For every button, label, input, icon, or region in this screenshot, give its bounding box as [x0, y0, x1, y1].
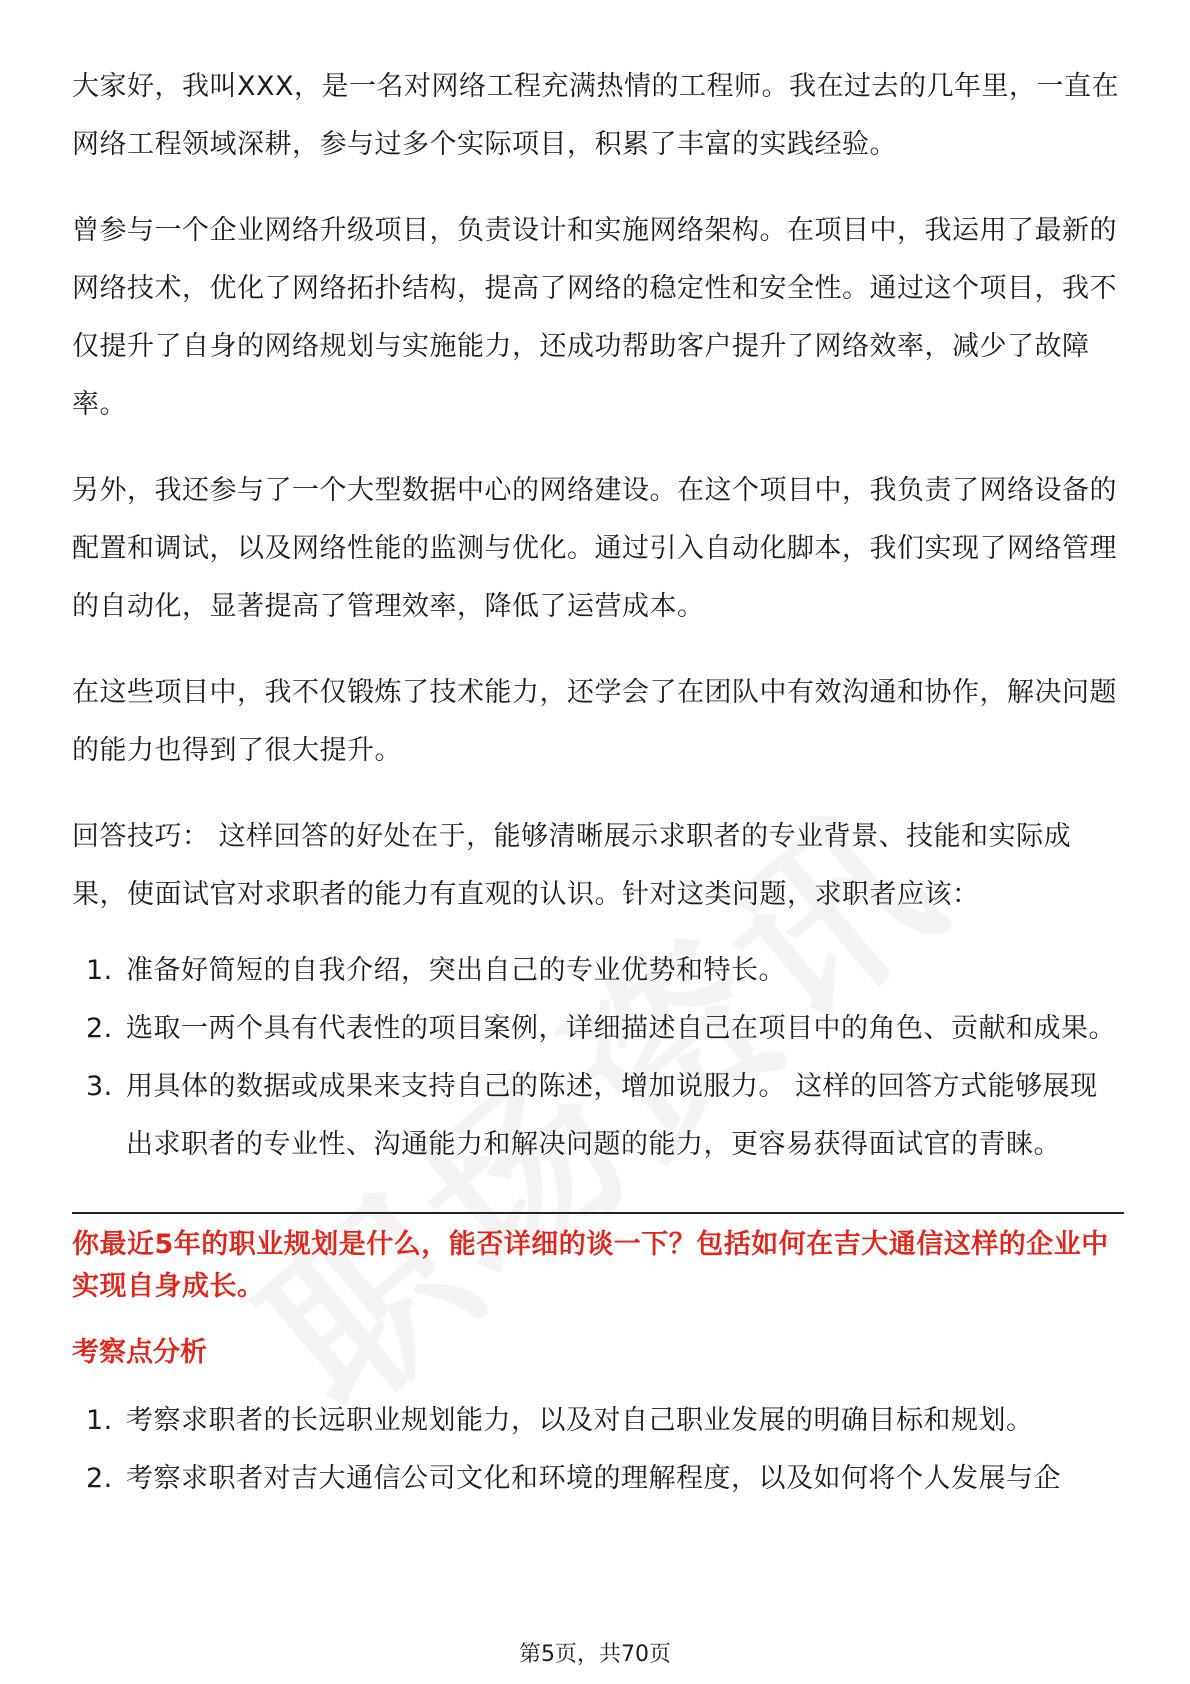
- list-item-text: 准备好简短的自我介绍，突出自己的专业优势和特长。: [126, 955, 786, 986]
- interview-question: 你最近5年的职业规划是什么，能否详细的谈一下？包括如何在吉大通信这样的企业中实现自身成长。: [72, 1229, 1109, 1302]
- list-item-number: 1.: [86, 1405, 113, 1436]
- list-item-number: 1.: [86, 955, 113, 986]
- list-item: [72, 1450, 1122, 1508]
- list-item-text: 考察求职者的长远职业规划能力，以及对自己职业发展的明确目标和规划。: [126, 1405, 1034, 1436]
- project-paragraph-1: 曾参与一个企业网络升级项目，负责设计和实施网络架构。在项目中，我运用了最新的网络技术，优化了网络拓扑结构，提高了网络的稳定性和安全性。通过这个项目，我不仅提升了自身的网络规划与实施能力，还成功帮助客户提升了网络效率，减少了故障率。: [72, 215, 1117, 420]
- project-paragraph-2: 另外，我还参与了一个大型数据中心的网络建设。在这个项目中，我负责了网络设备的配置和调试，以及网络性能的监测与优化。通过引入自动化脚本，我们实现了网络管理的自动化，显著提高了管理效率，降低了运营成本。: [72, 475, 1117, 622]
- list-item-number: 2.: [86, 1013, 113, 1044]
- list-item-text: 选取一两个具有代表性的项目案例，详细描述自己在项目中的角色、贡献和成果。: [126, 1013, 1116, 1044]
- analysis-heading: 考察点分析: [72, 1337, 207, 1368]
- list-item-number: 2.: [86, 1463, 113, 1494]
- answer-tips-paragraph: 回答技巧： 这样回答的好处在于，能够清晰展示求职者的专业背景、技能和实际成果，使面试官对求职者的能力有直观的认识。针对这类问题，求职者应该：: [72, 821, 1072, 910]
- list-item: [72, 1000, 1122, 1058]
- summary-paragraph: 在这些项目中，我不仅锻炼了技术能力，还学会了在团队中有效沟通和协作，解决问题的能力也得到了很大提升。: [72, 677, 1117, 766]
- analysis-list: [72, 1392, 1122, 1508]
- list-item-text: 考察求职者对吉大通信公司文化和环境的理解程度，以及如何将个人发展与企: [126, 1463, 1061, 1494]
- intro-paragraph: 大家好，我叫XXX，是一名对网络工程充满热情的工程师。我在过去的几年里，一直在网络工程领域深耕，参与过多个实际项目，积累了丰富的实践经验。: [72, 71, 1119, 160]
- list-item-text: 用具体的数据或成果来支持自己的陈述，增加说服力。 这样的回答方式能够展现出求职者的专业性、沟通能力和解决问题的能力，更容易获得面试官的青睐。: [126, 1071, 1098, 1160]
- list-item: [72, 1058, 1122, 1174]
- list-item: [72, 942, 1122, 1000]
- section-divider: [72, 1212, 1124, 1214]
- list-item-number: 3.: [86, 1071, 113, 1102]
- list-item: [72, 1392, 1122, 1450]
- page-content: [72, 58, 1122, 1508]
- tips-list: [72, 942, 1122, 1174]
- page-number-footer: 第5页，共70页: [519, 1642, 671, 1667]
